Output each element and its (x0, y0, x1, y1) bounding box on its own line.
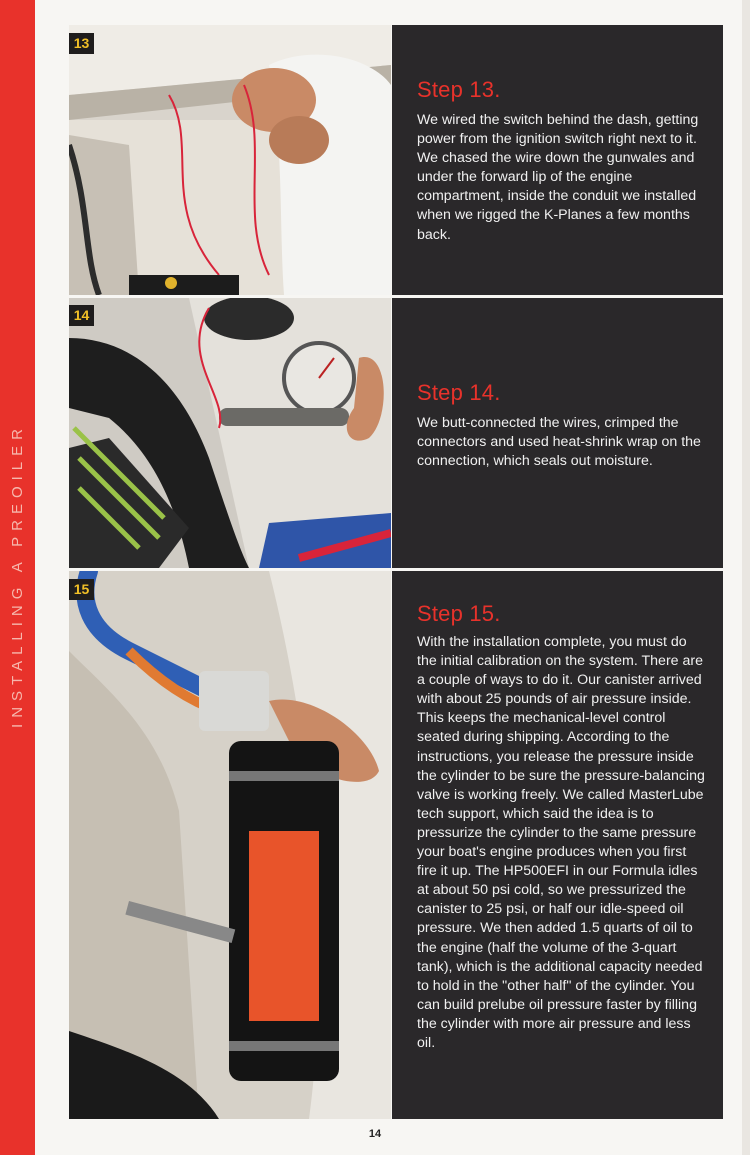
section-label: INSTALLING A PREOILER (8, 422, 26, 728)
step-14-panel (392, 298, 723, 568)
step-13-text: We wired the switch behind the dash, getting power from the ignition switch right next to it. We chased the wire down the gunwales and under the forward lip of the engine compartment, inside the conduit we installed when we rigged the K-Planes a few months back. (417, 112, 699, 243)
step-14-photo (69, 298, 391, 568)
page-number: 14 (368, 1128, 382, 1140)
step-14-title: Step 14. (417, 380, 501, 405)
step-13-badge: 13 (69, 33, 94, 54)
page-edge (742, 0, 750, 1155)
step-15-badge: 15 (69, 579, 94, 600)
step-15-photo (69, 571, 391, 1119)
step-13-panel (392, 25, 723, 295)
step-15-panel (392, 571, 723, 1119)
step-13-title: Step 13. (417, 77, 501, 102)
step-15-text: With the installation complete, you must do the initial calibration on the system. There are a couple of ways to do it. Our canister arrived with about 25 pounds of air pressure inside. This keeps the mechanical-level control seated during shipping. According to the instructions, you release the pressure inside the cylinder to be sure the pressure-balancing valve is working freely. We called MasterLube tech support, which said the idea is to pressurize the cylinder to the same pressure your boat's engine produces when you first fire it up. The HP500EFI in our Formula idles at about 50 psi cold, so we pressurized the canister to 25 psi, or half our idle-speed oil pressure. We then added 1.5 quarts of oil to the engine (half the volume of the 3-quart tank), which is the additional capacity needed to hold in the "other half" of the cylinder. You can build prelube oil pressure faster by filling the cylinder with more air pressure and less oil. (417, 634, 705, 1051)
step-15-title: Step 15. (417, 601, 501, 626)
step-14-badge: 14 (69, 305, 94, 326)
step-13-photo (69, 25, 391, 295)
step-14-text: We butt-connected the wires, crimped the connectors and used heat-shrink wrap on the connection, which seals out moisture. (417, 415, 701, 470)
